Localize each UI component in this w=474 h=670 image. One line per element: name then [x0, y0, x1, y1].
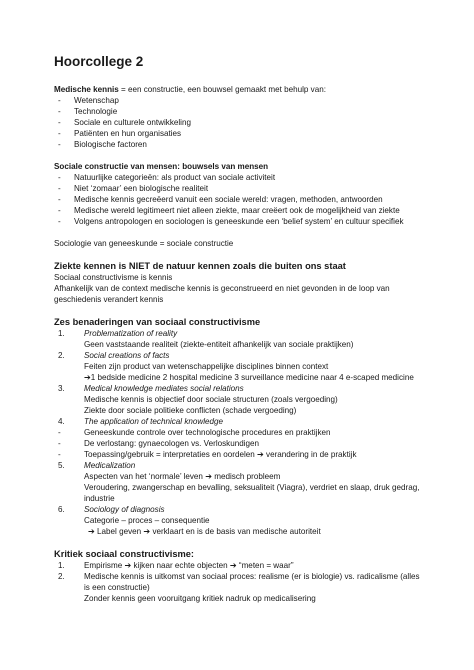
- item-title: Social creations of facts: [84, 351, 170, 360]
- list-item: - Medische kennis gecreëerd vanuit een sociale wereld: vragen, methoden, antwoorden: [54, 194, 474, 205]
- item-detail: Feiten zijn product van wetenschappelijke disciplines binnen context: [84, 362, 329, 371]
- item-number: 2.: [58, 572, 65, 581]
- sociale-constructie-heading: Sociale constructie van mensen: bouwsels van mensen: [54, 162, 269, 171]
- list-item: [54, 328, 474, 339]
- item-detail: - De verlostang: gynaecologen vs. Verloskundigen: [58, 439, 260, 448]
- item-detail: is een constructie): [84, 583, 150, 592]
- item-detail: Categorie – proces – consequentie: [84, 516, 210, 525]
- list-item: - Niet ‘zomaar’ een biologische realiteit: [54, 183, 474, 194]
- right-arrow-icon: ➔: [124, 561, 132, 570]
- term-medische-kennis: Medische kennis: [54, 85, 119, 94]
- item-detail: - Geneeskunde controle over technologische procedures en praktijken: [58, 428, 331, 437]
- right-arrow-icon: ➔: [88, 527, 95, 536]
- paragraph-line: geschiedenis verandert kennis: [54, 295, 164, 304]
- item-title: The application of technical knowledge: [84, 417, 224, 426]
- list-item: [54, 460, 474, 471]
- sociale-constructie-list: [54, 172, 474, 227]
- zes-heading: Zes benaderingen van sociaal constructivisme: [54, 317, 261, 327]
- item-number: 4.: [58, 417, 65, 426]
- list-item: - Technologie: [54, 106, 474, 117]
- item-number: 6.: [58, 505, 65, 514]
- list-item: [54, 383, 474, 394]
- medische-kennis-definition: [54, 84, 474, 95]
- list-item: - Natuurlijke categorieën: als product van sociale activiteit: [54, 172, 474, 183]
- right-arrow-icon: ➔: [84, 373, 91, 382]
- item-number: 2.: [58, 351, 65, 360]
- item-detail: ➔ Label geven ➔ verklaart en is de basis van medische autoriteit: [88, 527, 321, 536]
- item-detail: Zonder kennis geen vooruitgang kritiek nadruk op medicalisering: [84, 594, 316, 603]
- list-item: - Wetenschap: [54, 95, 474, 106]
- item-title: Sociology of diagnosis: [84, 505, 165, 514]
- medische-kennis-list: [54, 95, 474, 150]
- item-detail: Medische kennis is objectief door sociale structuren (zoals vergoeding): [84, 395, 338, 404]
- item-detail: Aspecten van het ‘normale’ leven ➔ medisch probleem: [84, 472, 281, 481]
- right-arrow-icon: ➔: [257, 450, 264, 459]
- item-title: Problematization of reality: [84, 329, 178, 338]
- item-detail: Veroudering, zwangerschap en bevalling, seksualiteit (Viagra), verdriet en slaap, druk gedrag,: [84, 483, 420, 492]
- item-detail: Ziekte door sociale politieke conflicten (schade vergoeding): [84, 406, 297, 415]
- page-title: Hoorcollege 2: [54, 54, 144, 69]
- kritiek-heading: Kritiek sociaal constructivisme:: [54, 549, 195, 559]
- right-arrow-icon: ➔: [229, 561, 237, 570]
- right-arrow-icon: ➔: [143, 527, 151, 536]
- kritiek-list: [54, 560, 474, 604]
- definition-text: = een constructie, een bouwsel gemaakt met behulp van:: [118, 85, 326, 94]
- natuur-heading: Ziekte kennen is NIET de natuur kennen zoals die buiten ons staat: [54, 261, 346, 271]
- item-detail: industrie: [84, 494, 115, 503]
- list-item: - Sociale en culturele ontwikkeling: [54, 117, 474, 128]
- list-item: [54, 416, 474, 427]
- zes-list: [54, 328, 474, 537]
- item-title: Medical knowledge mediates social relations: [84, 384, 244, 393]
- list-item: - Medische wereld legitimeert niet alleen ziekte, maar creëert ook de mogelijkheid van ziekte: [54, 205, 474, 216]
- item-number: 5.: [58, 461, 65, 470]
- list-item: [54, 350, 474, 361]
- item-number: 1.: [58, 561, 65, 570]
- list-item: - Patiënten en hun organisaties: [54, 128, 474, 139]
- list-item: [54, 504, 474, 515]
- list-item: 1. Empirisme ➔ kijken naar echte objecten ➔ “meten = waar”: [58, 561, 294, 570]
- item-number: 3.: [58, 384, 65, 393]
- item-number: 1.: [58, 329, 65, 338]
- paragraph-line: Sociaal constructivisme is kennis: [54, 273, 173, 282]
- list-item: - Volgens antropologen en sociologen is geneeskunde een ‘belief system’ en cultuur specifiek: [54, 216, 474, 227]
- item-detail: ➔1 bedside medicine 2 hospital medicine 3 surveillance medicine naar 4 e-scaped medicine: [84, 373, 414, 382]
- item-title: Medicalization: [84, 461, 136, 470]
- sociologie-line: Sociologie van geneeskunde = sociale constructie: [54, 239, 234, 248]
- item-detail: - Toepassing/gebruik = interpretaties en oordelen ➔ verandering in de praktijk: [58, 450, 357, 459]
- item-detail: Geen vaststaande realiteit (ziekte-entiteit afhankelijk van sociale praktijken): [84, 340, 354, 349]
- paragraph-line: Afhankelijk van de context medische kennis is geconstrueerd en niet gevonden in de loop van: [54, 284, 390, 293]
- list-item: - Biologische factoren: [54, 139, 474, 150]
- list-item: 2. Medische kennis is uitkomst van sociaal proces: realisme (er is biologie) vs. radicalisme (alles: [58, 572, 420, 581]
- right-arrow-icon: ➔: [205, 472, 212, 481]
